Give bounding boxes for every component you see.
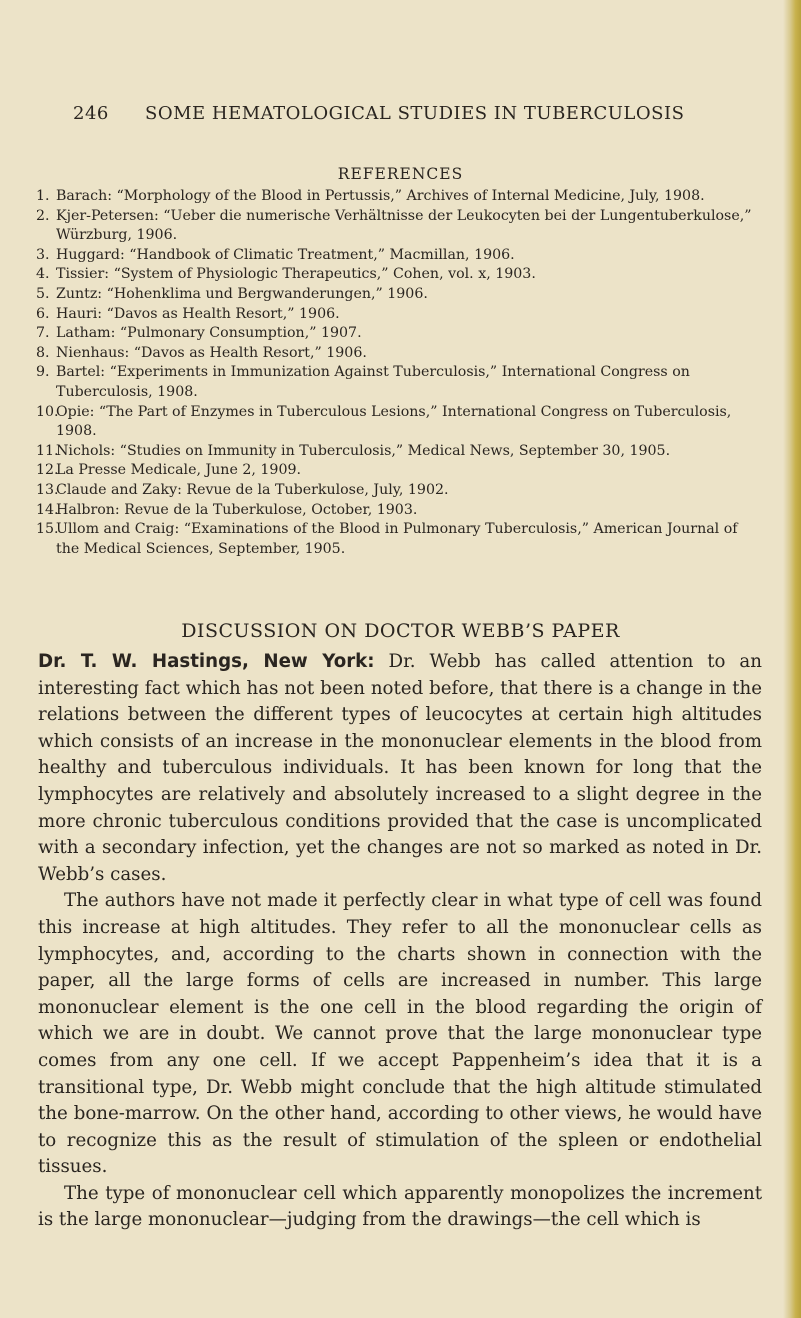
- reference-number: 10.: [36, 403, 59, 420]
- reference-number: 5.: [36, 285, 50, 302]
- speaker-name: Dr. T. W. Hastings, New York:: [38, 651, 375, 672]
- reference-item: [36, 344, 762, 364]
- reference-item: [36, 403, 762, 442]
- reference-number: 15.: [36, 521, 59, 538]
- reference-text: Tissier: “System of Physiologic Therapeutics,” Cohen, vol. x, 1903.: [56, 266, 536, 283]
- references-heading: REFERENCES: [337, 165, 464, 183]
- reference-item: [36, 285, 762, 305]
- reference-item: [36, 187, 762, 207]
- reference-text: Latham: “Pulmonary Consumption,” 1907.: [56, 325, 362, 342]
- reference-text: Nichols: “Studies on Immunity in Tuberculosis,” Medical News, September 30, 1905.: [56, 442, 671, 459]
- reference-text: Opie: “The Part of Enzymes in Tuberculous Lesions,” International Congress on Tuberculosis, 1908.: [56, 403, 732, 440]
- reference-text: Kjer-Petersen: “Ueber die numerische Verhältnisse der Leukocyten bei der Lungentuberkulose,” Würzburg, 1906.: [56, 207, 752, 244]
- reference-number: 1.: [36, 188, 50, 204]
- reference-number: 8.: [36, 344, 50, 361]
- reference-item: [36, 265, 762, 285]
- reference-item: [36, 324, 762, 344]
- reference-text: Claude and Zaky: Revue de la Tuberkulose, July, 1902.: [56, 481, 449, 498]
- reference-number: 9.: [36, 364, 50, 381]
- running-header: [73, 103, 693, 124]
- reference-text: Bartel: “Experiments in Immunization Against Tuberculosis,” International Congress on Tuberculosis, 1908.: [56, 364, 690, 400]
- page-number: 246: [73, 103, 109, 124]
- reference-number: 12.: [36, 462, 59, 479]
- reference-number: 3.: [36, 246, 50, 263]
- reference-item: [36, 442, 762, 462]
- reference-item: [36, 461, 762, 481]
- reference-number: 2.: [36, 207, 50, 224]
- discussion-paragraph: The type of mononuclear cell which apparently monopolizes the increment is the large mononuclear—judging from the drawings—the cell which is: [38, 1182, 762, 1231]
- reference-item: [36, 520, 762, 559]
- reference-text: Hauri: “Davos as Health Resort,” 1906.: [56, 305, 340, 322]
- reference-number: 14.: [36, 501, 59, 518]
- reference-number: 4.: [36, 266, 50, 283]
- reference-text: Barach: “Morphology of the Blood in Pertussis,” Archives of Internal Medicine, July, 1908.: [56, 188, 705, 204]
- discussion-paragraph: The authors have not made it perfectly clear in what type of cell was found this increase at high altitudes. They refer to all the mononuclear cells as lymphocytes, and, according to the charts shown in connection with the paper, all the large forms of cells are increased in number. This large mononuclear element is the one cell in the blood regarding the origin of which we are in doubt. We cannot prove that the large mononuclear type comes from any one cell. If we accept Pappenheim’s idea that it is a transitional type, Dr. Webb might conclude that the high altitude stimulated the bone-marrow. On the other hand, according to other views, he would have to recognize this as the result of stimulation of the spleen or endothelial tissues.: [38, 890, 762, 1178]
- discussion-paragraph: [38, 649, 762, 888]
- reference-number: 13.: [36, 481, 59, 498]
- running-title: SOME HEMATOLOGICAL STUDIES IN TUBERCULOSIS: [145, 103, 685, 124]
- reference-text: Ullom and Craig: “Examinations of the Blood in Pulmonary Tuberculosis,” American Journal of the Medical Sciences, September, 1905.: [56, 521, 738, 557]
- discussion-heading: DISCUSSION ON DOCTOR WEBB’S PAPER: [181, 620, 620, 642]
- reference-text: Huggard: “Handbook of Climatic Treatment,” Macmillan, 1906.: [56, 246, 515, 263]
- reference-item: [36, 305, 762, 325]
- reference-item: [36, 363, 762, 402]
- page-edge-discoloration: [783, 0, 801, 1318]
- discussion-body: [38, 649, 762, 1234]
- reference-number: 7.: [36, 325, 50, 342]
- references-list: [36, 187, 762, 559]
- reference-item: [36, 246, 762, 266]
- reference-text: Nienhaus: “Davos as Health Resort,” 1906.: [56, 344, 367, 361]
- reference-number: 11.: [36, 442, 59, 459]
- reference-item: [36, 501, 762, 521]
- reference-text: Halbron: Revue de la Tuberkulose, October, 1903.: [56, 501, 418, 518]
- reference-item: [36, 481, 762, 501]
- paragraph-text: Dr. Webb has called attention to an interesting fact which has not been noted before, that there is a change in the relations between the different types of leucocytes at certain high altitudes which consists of an increase in the mononuclear elements in the blood from healthy and tuberculous individuals. It has been known for long that the lymphocytes are relatively and absolutely increased to a slight degree in the more chronic tuberculous conditions provided that the case is uncomplicated with a secondary infection, yet the changes are not so marked as noted in Dr. Webb’s cases.: [38, 651, 762, 885]
- reference-text: La Presse Medicale, June 2, 1909.: [56, 462, 302, 479]
- reference-text: Zuntz: “Hohenklima und Bergwanderungen,” 1906.: [56, 285, 428, 302]
- reference-item: [36, 207, 762, 246]
- reference-number: 6.: [36, 305, 50, 322]
